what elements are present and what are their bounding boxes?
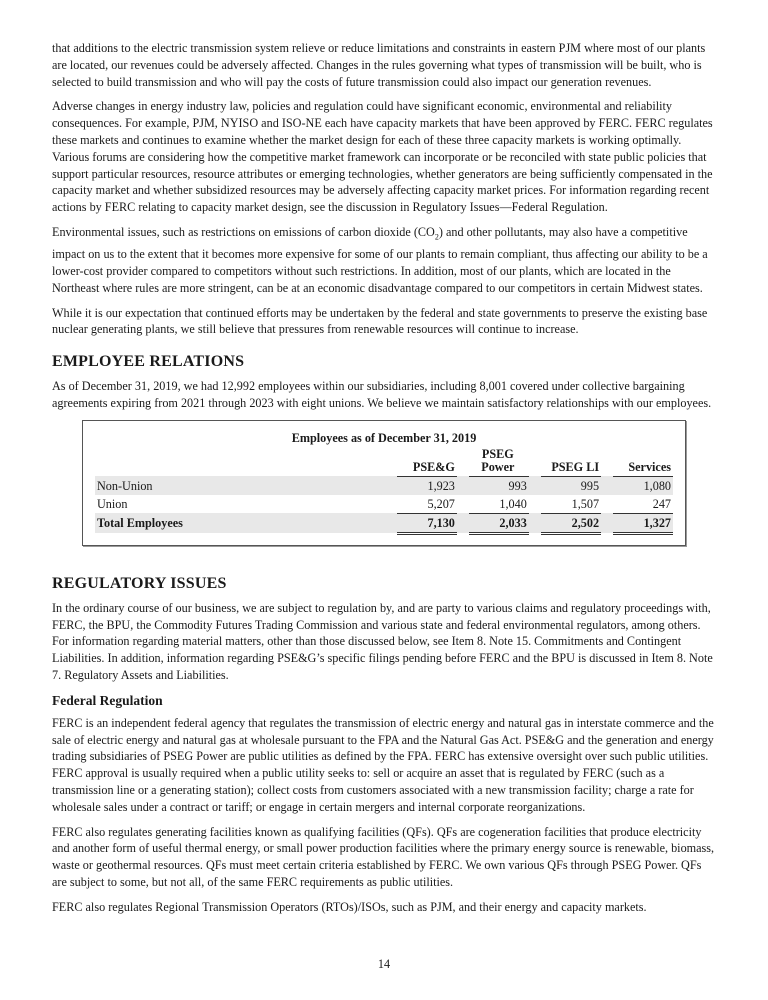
cell: 1,040 [499, 496, 527, 511]
federal-paragraph-3: FERC also regulates Regional Transmission Operators (RTOs)/ISOs, such as PJM, and their energy and capacity markets. [52, 899, 647, 914]
paragraph-environmental [52, 224, 716, 297]
cell: 1,327 [613, 513, 673, 533]
env-text-after: ) and other pollutants, may also have a competitive impact on us to the extent that it becomes more expensive for some of our plants to remain compliant, thus affecting our ability to be a lower-cost provider compared to competitors without such restrictions. In addition, most of our plants, which are located in the Northeast where rules are more stringent, can be at an economic disadvantage compared to our competitors in certain Midwest states. [52, 224, 708, 295]
table-row-total [95, 513, 673, 533]
paragraph-transmission: that additions to the electric transmission system relieve or reduce limitations and constraints in eastern PJM where most of our plants are located, our revenues could be adversely affected. Changes in the rules governing what types of transmission will be built, who is selected to build transmission and who will pay the costs of future transmission could also impact our generation revenues. [52, 41, 706, 89]
paragraph-nuclear: While it is our expectation that continued efforts may be undertaken by the federal and state governments to preserve the existing base nuclear generating plants, we still believe that pressures from renewable resources will continue to increase. [52, 305, 708, 337]
row-label: Non-Union [95, 476, 397, 495]
employees-table [95, 448, 673, 535]
table-row [95, 495, 673, 514]
table-row [95, 476, 673, 495]
federal-paragraph-2: FERC also regulates generating facilities known as qualifying facilities (QFs). QFs are cogeneration facilities that produce electricity and another form of useful thermal energy, or small power production facilities where the primary energy source is renewable, biomass, waste or geothermal resources. QFs must meet certain criteria established by FERC. We own various QFs through PSEG Power. QFs are subject to some, but not all, of the same FERC requirements as public utilities. [52, 824, 715, 889]
cell: 2,502 [541, 513, 601, 533]
employee-relations-heading: EMPLOYEE RELATIONS [52, 353, 245, 371]
federal-regulation-heading: Federal Regulation [52, 692, 163, 708]
cell: 5,207 [427, 496, 455, 511]
paragraph-energy-law: Adverse changes in energy industry law, policies and regulation could have significant economic, environmental and reliability consequences. For example, PJM, NYISO and ISO-NE each have capacity markets that have been approved by FERC. FERC regulates these markets and continues to examine whether the market design for each of these three capacity markets is working optimally. Various forums are considering how the competitive market framework can incorporate or be reconciled with state public policies that support particular resources, resource attributes or emerging technologies, whether generators are being sufficiently compensated in the capacity market and whether subsidized resources may be adversely affecting capacity market prices. For information regarding recent actions by FERC relating to capacity market design, see the discussion in Regulatory Issues—Federal Regulation. [52, 99, 713, 215]
cell: 995 [541, 476, 601, 495]
page-number: 14 [377, 957, 391, 971]
header-services: Services [613, 448, 673, 477]
table-header-row [95, 448, 673, 477]
header-pseg-li: PSEG LI [541, 448, 601, 477]
cell: 1,507 [571, 496, 600, 511]
employees-table-box [82, 420, 686, 546]
cell: 2,033 [469, 513, 529, 533]
header-blank [95, 448, 397, 477]
regulatory-paragraph: In the ordinary course of our business, we are subject to regulation by, and are party to various claims and regulatory proceedings with, FERC, the BPU, the Commodity Futures Trading Commission and various state and federal environmental regulators, among others. For information regarding material matters, other than those discussed below, see Item 8. Note 15. Commitments and Contingent Liabilities. In addition, information regarding PSE&G’s specific filings pending before FERC and the BPU is discussed in Item 8. Note 7. Regulatory Assets and Liabilities. [52, 600, 713, 682]
employees-table-caption: Employees as of December 31, 2019 [291, 430, 477, 445]
federal-paragraph-1: FERC is an independent federal agency that regulates the transmission of electric energy and natural gas in interstate commerce and the sale of electric energy and natural gas at wholesale pursuant to the FPA and the Natural Gas Act. PSE&G and the generation and energy trading subsidiaries of PSEG Power are public utilities as defined by the FPA. FERC has extensive oversight over such public utilities. FERC approval is usually required when a public utility seeks to: sell or acquire an asset that is regulated by FERC (such as a transmission line or a generating station); collect costs from customers associated with a new transmission facility; charge a rate for wholesale sales under a contract or tariff; or engage in certain mergers and internal corporate reorganizations. [52, 715, 714, 814]
regulatory-issues-heading: REGULATORY ISSUES [52, 574, 227, 592]
document-page [52, 40, 716, 924]
cell: 247 [652, 496, 671, 511]
cell: 7,130 [397, 513, 457, 533]
header-pseg: PSE&G [397, 448, 457, 477]
employee-relations-paragraph: As of December 31, 2019, we had 12,992 employees within our subsidiaries, including 8,001 covered under collective bargaining agreements expiring from 2021 through 2023 with eight unions. We believe we maintain satisfactory relationships with our employees. [52, 379, 712, 410]
cell: 1,080 [613, 476, 673, 495]
row-label: Total Employees [95, 513, 397, 533]
cell: 993 [469, 476, 529, 495]
co2-subscript: 2 [434, 232, 439, 242]
cell: 1,923 [397, 476, 457, 495]
row-label: Union [97, 497, 128, 512]
env-text-before: Environmental issues, such as restrictions on emissions of carbon dioxide (CO [52, 224, 435, 239]
header-pseg-power: PSEG Power [469, 448, 529, 477]
